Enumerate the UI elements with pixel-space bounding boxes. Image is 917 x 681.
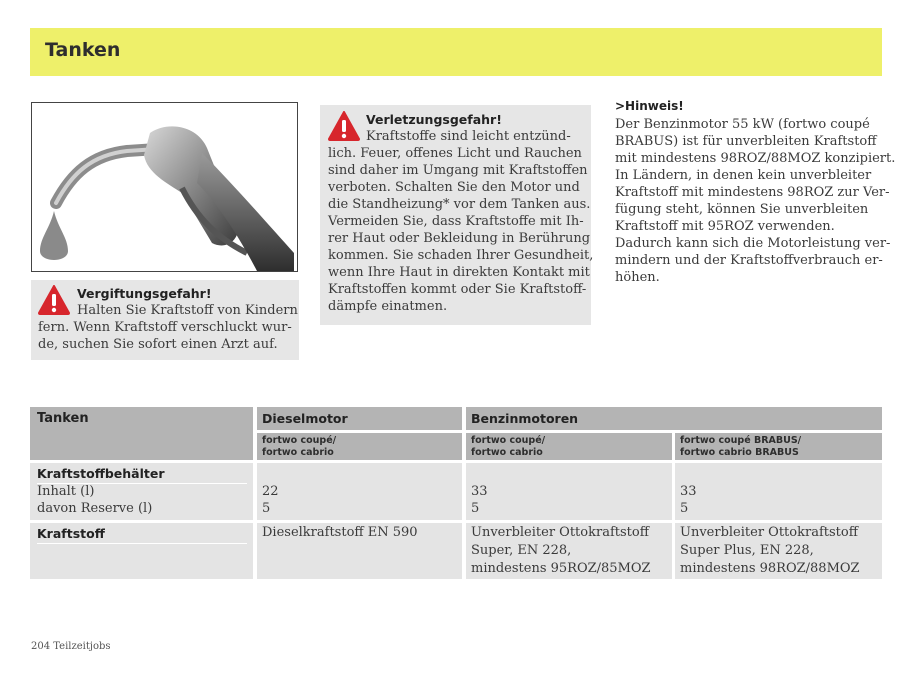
subheader-line: fortwo coupé BRABUS/	[680, 435, 802, 446]
cell-value: Dieselkraftstoff EN 590	[262, 525, 418, 540]
poison-warning-line: de, suchen Sie sofort einen Arzt auf.	[38, 337, 278, 352]
subheader-line: fortwo cabrio BRABUS	[680, 447, 799, 458]
poison-warning-box	[31, 280, 299, 360]
poison-warning-line: Halten Sie Kraftstoff von Kindern	[77, 303, 298, 318]
poison-warning-line: fern. Wenn Kraftstoff verschluckt wur-	[38, 320, 292, 335]
cell-value: mindestens 98ROZ/88MOZ	[680, 561, 860, 576]
cell-value: 33	[471, 484, 488, 499]
hint-line: mit mindestens 98ROZ/88MOZ konzipiert.	[615, 151, 896, 166]
cell-value: Unverbleiter Ottokraftstoff	[471, 525, 649, 540]
cell-value: 33	[680, 484, 697, 499]
injury-warning-line: Vermeiden Sie, dass Kraftstoffe mit Ih-	[328, 214, 584, 229]
footer-section: Teilzeitjobs	[53, 641, 111, 652]
subheader-line: fortwo cabrio	[471, 447, 543, 458]
injury-warning-line: die Standheizung* vor dem Tanken aus.	[328, 197, 591, 212]
hint-line: Kraftstoff mit 95ROZ verwenden.	[615, 219, 835, 234]
hint-line: höhen.	[615, 270, 660, 285]
table-header-benzin: Benzinmotoren	[471, 411, 579, 426]
row-label: davon Reserve (l)	[37, 501, 153, 516]
page-title: Tanken	[45, 39, 121, 61]
injury-warning-line: Kraftstoffen kommt oder Sie Kraftstoff-	[328, 282, 587, 297]
hint-line: mindern und der Kraftstoffverbrauch er-	[615, 253, 883, 268]
cell-value: Super, EN 228,	[471, 543, 572, 558]
section-header	[30, 28, 882, 76]
injury-warning-line: wenn Ihre Haut in direkten Kontakt mit	[328, 265, 590, 280]
fuel-nozzle-illustration	[31, 102, 298, 272]
cell-value: 5	[262, 501, 271, 516]
cell-value: mindestens 95ROZ/85MOZ	[471, 561, 651, 576]
subheader-line: fortwo coupé/	[262, 435, 337, 446]
hint-line: In Ländern, in denen kein unverbleiter	[615, 168, 872, 183]
poison-warning-title: Vergiftungsgefahr!	[77, 286, 212, 301]
fuel-nozzle-icon	[32, 103, 297, 271]
cell-value: 5	[680, 501, 689, 516]
injury-warning-title: Verletzungsgefahr!	[366, 112, 502, 127]
cell-value: 5	[471, 501, 480, 516]
table-header-tanken: Tanken	[37, 411, 89, 426]
row-label: Inhalt (l)	[37, 484, 95, 499]
hint-line: fügung steht, können Sie unverbleiten	[615, 202, 869, 217]
injury-warning-line: dämpfe einatmen.	[328, 299, 448, 314]
page-footer	[31, 641, 111, 652]
row-kraftstoff-title: Kraftstoff	[37, 526, 105, 541]
hint-line: Dadurch kann sich die Motorleistung ver-	[615, 236, 891, 251]
table-cell	[466, 463, 672, 520]
injury-warning-line: verboten. Schalten Sie den Motor und	[328, 180, 580, 195]
injury-warning-line: rer Haut oder Bekleidung in Berührung	[328, 231, 591, 246]
hint-line: Der Benzinmotor 55 kW (fortwo coupé	[615, 117, 870, 132]
cell-value: Super Plus, EN 228,	[680, 543, 814, 558]
hint-line: Kraftstoff mit mindestens 98ROZ zur Ver-	[615, 185, 890, 200]
subheader-line: fortwo cabrio	[262, 447, 334, 458]
table-cell	[675, 463, 882, 520]
subheader-line: fortwo coupé/	[471, 435, 546, 446]
hint-line: BRABUS) ist für unverbleiten Kraftstoff	[615, 134, 877, 149]
page-number: 204	[31, 641, 51, 652]
injury-warning-line: kommen. Sie schaden Ihrer Gesundheit,	[328, 248, 594, 263]
row-kraftstoffbehaelter-title: Kraftstoffbehälter	[37, 466, 165, 481]
cell-value: 22	[262, 484, 279, 499]
warning-triangle-icon	[328, 111, 360, 141]
injury-warning-line: sind daher im Umgang mit Kraftstoffen	[328, 163, 588, 178]
cell-divider	[37, 543, 247, 544]
hint-title: >Hinweis!	[615, 99, 684, 113]
injury-warning-line: Kraftstoffe sind leicht entzünd-	[366, 129, 571, 144]
injury-warning-box	[320, 105, 594, 325]
table-header-diesel: Dieselmotor	[262, 411, 348, 426]
injury-warning-line: lich. Feuer, offenes Licht und Rauchen	[328, 146, 582, 161]
warning-triangle-icon	[38, 285, 70, 315]
cell-value: Unverbleiter Ottokraftstoff	[680, 525, 858, 540]
table-cell	[257, 463, 462, 520]
